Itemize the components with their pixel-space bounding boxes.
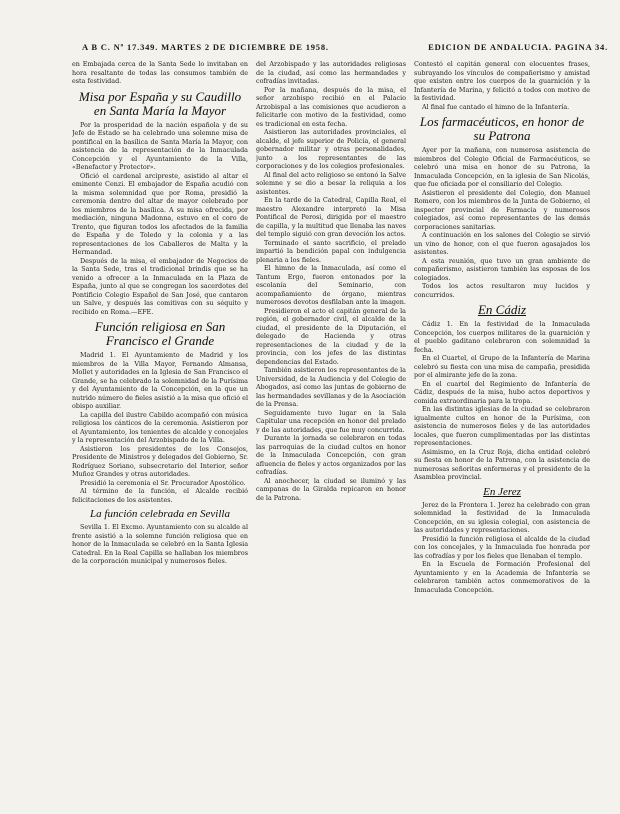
paragraph: Asistieron los presidentes de los Consejos, Presidente de Ministros y delegados del Gobierno, Sr. Rodríguez Soriano, subsecretario del Interior, señor Muñoz Grandes y otras autoridades.: [72, 444, 248, 478]
paragraph: El himno de la Inmaculada, así como el Tantum Ergo, fueron entonados por la escolanía del Seminario, con acompañamiento de órgano, mientras numerosos devotos desfilaban ante la imagen.: [256, 264, 406, 306]
paragraph: A esta reunión, que tuvo un gran ambiente de compañerismo, asistieron también las esposas de los colegiados.: [414, 256, 590, 282]
paragraph: En la Escuela de Formación Profesional del Ayuntamiento y en la Academia de Infantería se celebraron también actos conmemorativos de la Inmaculada Concepción.: [414, 560, 590, 594]
paragraph: Ofició el cardenal arcipreste, asistido al altar el eminente Cenzi. El embajador de España acudió con la misma solemnidad que por Roma, presidió la ceremonia dentro del altar de mayor celebrado por los miembros de la basílica. A su misa ofrecida, por mediación, ninguna Madonna, estuvo en el coro de Trento, que figuran todos los afectados de la familia de España y de Toledo y la colonia y a las representaciones de los Caballeros de Malta y la Hermandad.: [72, 171, 248, 256]
paragraph: La capilla del ilustre Cabildo acompañó con música religiosa los cánticos de la ceremonia. Asistieron por el Ayuntamiento, los tenientes de alcalde y concejales y la representación del Arzobispado de la Villa.: [72, 410, 248, 444]
paragraph: Contestó el capitán general con elocuentes frases, subrayando los vínculos de compañerismo y amistad que existen entre los cuerpos de la guarnición y la Infantería de Marina, y felicitó a todos con motivo de la festividad.: [414, 60, 590, 102]
header-left: A B C. Nº 17.349. MARTES 2 DE DICIEMBRE DE 1958.: [82, 42, 329, 52]
headline-misa: Misa por España y su Caudillo en Santa María la Mayor: [78, 88, 242, 118]
headline-farmaceuticos: Los farmacéuticos, en honor de su Patrona: [419, 114, 585, 143]
paragraph: Presidió la función religiosa el alcalde de la ciudad con los concejales, y la Inmaculada fue honrada por las cofradías y por los fieles que llenaban el templo.: [414, 534, 590, 560]
headline-jerez: En Jerez: [483, 485, 521, 498]
paragraph: Terminado el santo sacrificio, el prelado impartió la bendición papal con indulgencia plenaria a los fieles.: [256, 238, 406, 264]
paragraph: Por la mañana, después de la misa, el señor arzobispo recibió en el Palacio Arzobispal a las comisiones que acudieron a felicitarle con motivo de la festividad, como es tradicional en esta fecha.: [256, 85, 406, 128]
page-header: [0, 40, 620, 54]
paragraph: En las distintas iglesias de la ciudad se celebraron igualmente cultos en honor de la Purísima, con asistencia de numerosos fieles y de las autoridades locales, que fueron cumplimentadas por las distintas representaciones.: [414, 405, 590, 447]
paragraph: A continuación en los salones del Colegio se sirvió un vino de honor, con el que fueron agasajados los asistentes.: [414, 231, 590, 256]
paragraph: en Embajada cerca de la Santa Sede lo invitaban en hora resaltante de todas las consumos también de esta festividad.: [72, 60, 248, 85]
paragraph: Al final fue cantado el himno de la Infantería.: [422, 102, 570, 111]
paragraph: Presidió la ceremonia el Sr. Procurador Apostólico.: [80, 478, 246, 487]
paragraph: del Arzobispado y las autoridades religiosas de la ciudad, así como las hermandades y cofradías invitadas.: [256, 60, 406, 85]
paragraph: Todos los actos resultaron muy lucidos y concurridos.: [414, 282, 590, 299]
paragraph: Al término de la función, el Alcalde recibió felicitaciones de los asistentes.: [72, 487, 248, 504]
paragraph: Ayer por la mañana, con numerosa asistencia de miembros del Colegio Oficial de Farmacéuticos, se celebró una misa en honor de su Patrona, la Inmaculada Concepción, en la iglesia de San Nicolás, que fue oficiada por el consiliario del Colegio.: [414, 146, 590, 188]
paragraph: Al anochecer, la ciudad se iluminó y las campanas de la Giralda repicaron en honor de la Patrona.: [256, 476, 406, 502]
headline-sevilla: La función celebrada en Sevilla: [90, 508, 230, 520]
paragraph: En el cuartel del Regimiento de Infantería de Cádiz, después de la misa, hubo actos deportivos y comida extraordinaria para la tropa.: [414, 379, 590, 405]
paragraph: Sevilla 1. El Excmo. Ayuntamiento con su alcalde al frente asistió a la solemne función religiosa que en honor de la Inmaculada se celebró en la Santa Iglesia Catedral. En la Real Capilla se hallaban los miembros de la corporación municipal y numerosos fieles.: [72, 523, 248, 565]
paragraph: Jerez de la Frontera 1. Jerez ha celebrado con gran solemnidad la festividad de la Inmaculada Concepción, en su iglesia colegial, con asistencia de las autoridades y representaciones.: [414, 500, 590, 534]
paragraph: En la tarde de la Catedral, Capilla Real, el maestro Alexandre interpretó la Misa Pontifical de Perosi, dirigida por el maestro de capilla, y la multitud que llenaba las naves del templo siguió con gran devoción los actos.: [256, 196, 406, 238]
headline-funcion: Función religiosa en San Francisco el Grande: [94, 319, 226, 348]
paragraph: Seguidamente tuvo lugar en la Sala Capitular una recepción en honor del prelado y de las autoridades, que fue muy concurrida.: [256, 408, 406, 434]
paragraph: También asistieron los representantes de la Universidad, de la Audiencia y del Colegio de Abogados, así como las juntas de gobierno de las hermandades sevillanas y de la Asociación de la Prensa.: [256, 366, 406, 408]
paragraph: Asimismo, en la Cruz Roja, dicha entidad celebró su fiesta en honor de la Patrona, con la asistencia de numerosas señoritas enfermeras y el presidente de la Asamblea provincial.: [414, 447, 590, 481]
paragraph: Durante la jornada se celebraron en todas las parroquias de la ciudad cultos en honor de la Inmaculada Concepción, con gran afluencia de fieles y actos organizados por las cofradías.: [256, 434, 406, 476]
column-2: [256, 60, 406, 502]
paragraph: Presidieron el acto el capitán general de la región, el gobernador civil, el alcalde de la ciudad, el presidente de la Diputación, el delegado de Hacienda y otras representaciones de la ciudad y de la provincia, con los jefes de las distintas dependencias del Estado.: [256, 306, 406, 366]
headline-cadiz: En Cádiz: [477, 302, 527, 317]
paragraph: Asistieron el presidente del Colegio, don Manuel Romero, con los miembros de la Junta de Gobierno, el inspector provincial de Farmacia y numerosos colegiados, así como representantes de las demás corporaciones sanitarias.: [414, 188, 590, 231]
paragraph: En el Cuartel, el Grupo de la Infantería de Marina celebró su fiesta con una misa de campaña, presidida por el almirante jefe de la zona.: [414, 354, 590, 379]
paragraph: Madrid 1. El Ayuntamiento de Madrid y los miembros de la Villa Mayor, Fernando Almansa, Mollet y autoridades en la Iglesia de San Francisco el Grande, se ha celebrado la solemnidad de la Purísima y del Ayuntamiento de la Concepción, en la que un nutrido número de fieles asistió a la misa que ofició el obispo auxiliar.: [72, 351, 248, 410]
paragraph: Después de la misa, el embajador de Negocios de la Santa Sede, tras el tradicional brindis que se ha venido a ofrecer a la Inmaculada en la Plaza de España, junto al que se congregan los sacerdotes del Pontificio Colegio Español de San José, que cantaron un Salve, y después las comitivas con su séquito y recibido en Roma.—EFE.: [72, 256, 248, 316]
paragraph: Cádiz 1. En la festividad de la Inmaculada Concepción, los cuerpos militares de la guarnición y el pueblo gaditano celebraron con solemnidad la fecha.: [414, 320, 590, 354]
header-right: EDICION DE ANDALUCIA. PAGINA 34.: [428, 42, 608, 52]
column-3: [414, 60, 590, 594]
paragraph: Asistieron las autoridades provinciales, el alcalde, el jefe superior de Policía, el general gobernador militar y otras personalidades, junto a los representantes de las corporaciones y de los colegios profesionales.: [256, 128, 406, 170]
column-1: [72, 60, 248, 566]
paragraph: Por la prosperidad de la nación española y de su Jefe de Estado se ha celebrado una solemne misa de pontifical en la basílica de Santa María la Mayor, con asistencia de la representación de la Inmaculada Concepción y el Ayuntamiento de la Villa, «Benefactor y Protector».: [72, 120, 248, 171]
paragraph: Al final del acto religioso se entonó la Salve solemne y se dio a besar la reliquia a los asistentes.: [256, 170, 406, 196]
